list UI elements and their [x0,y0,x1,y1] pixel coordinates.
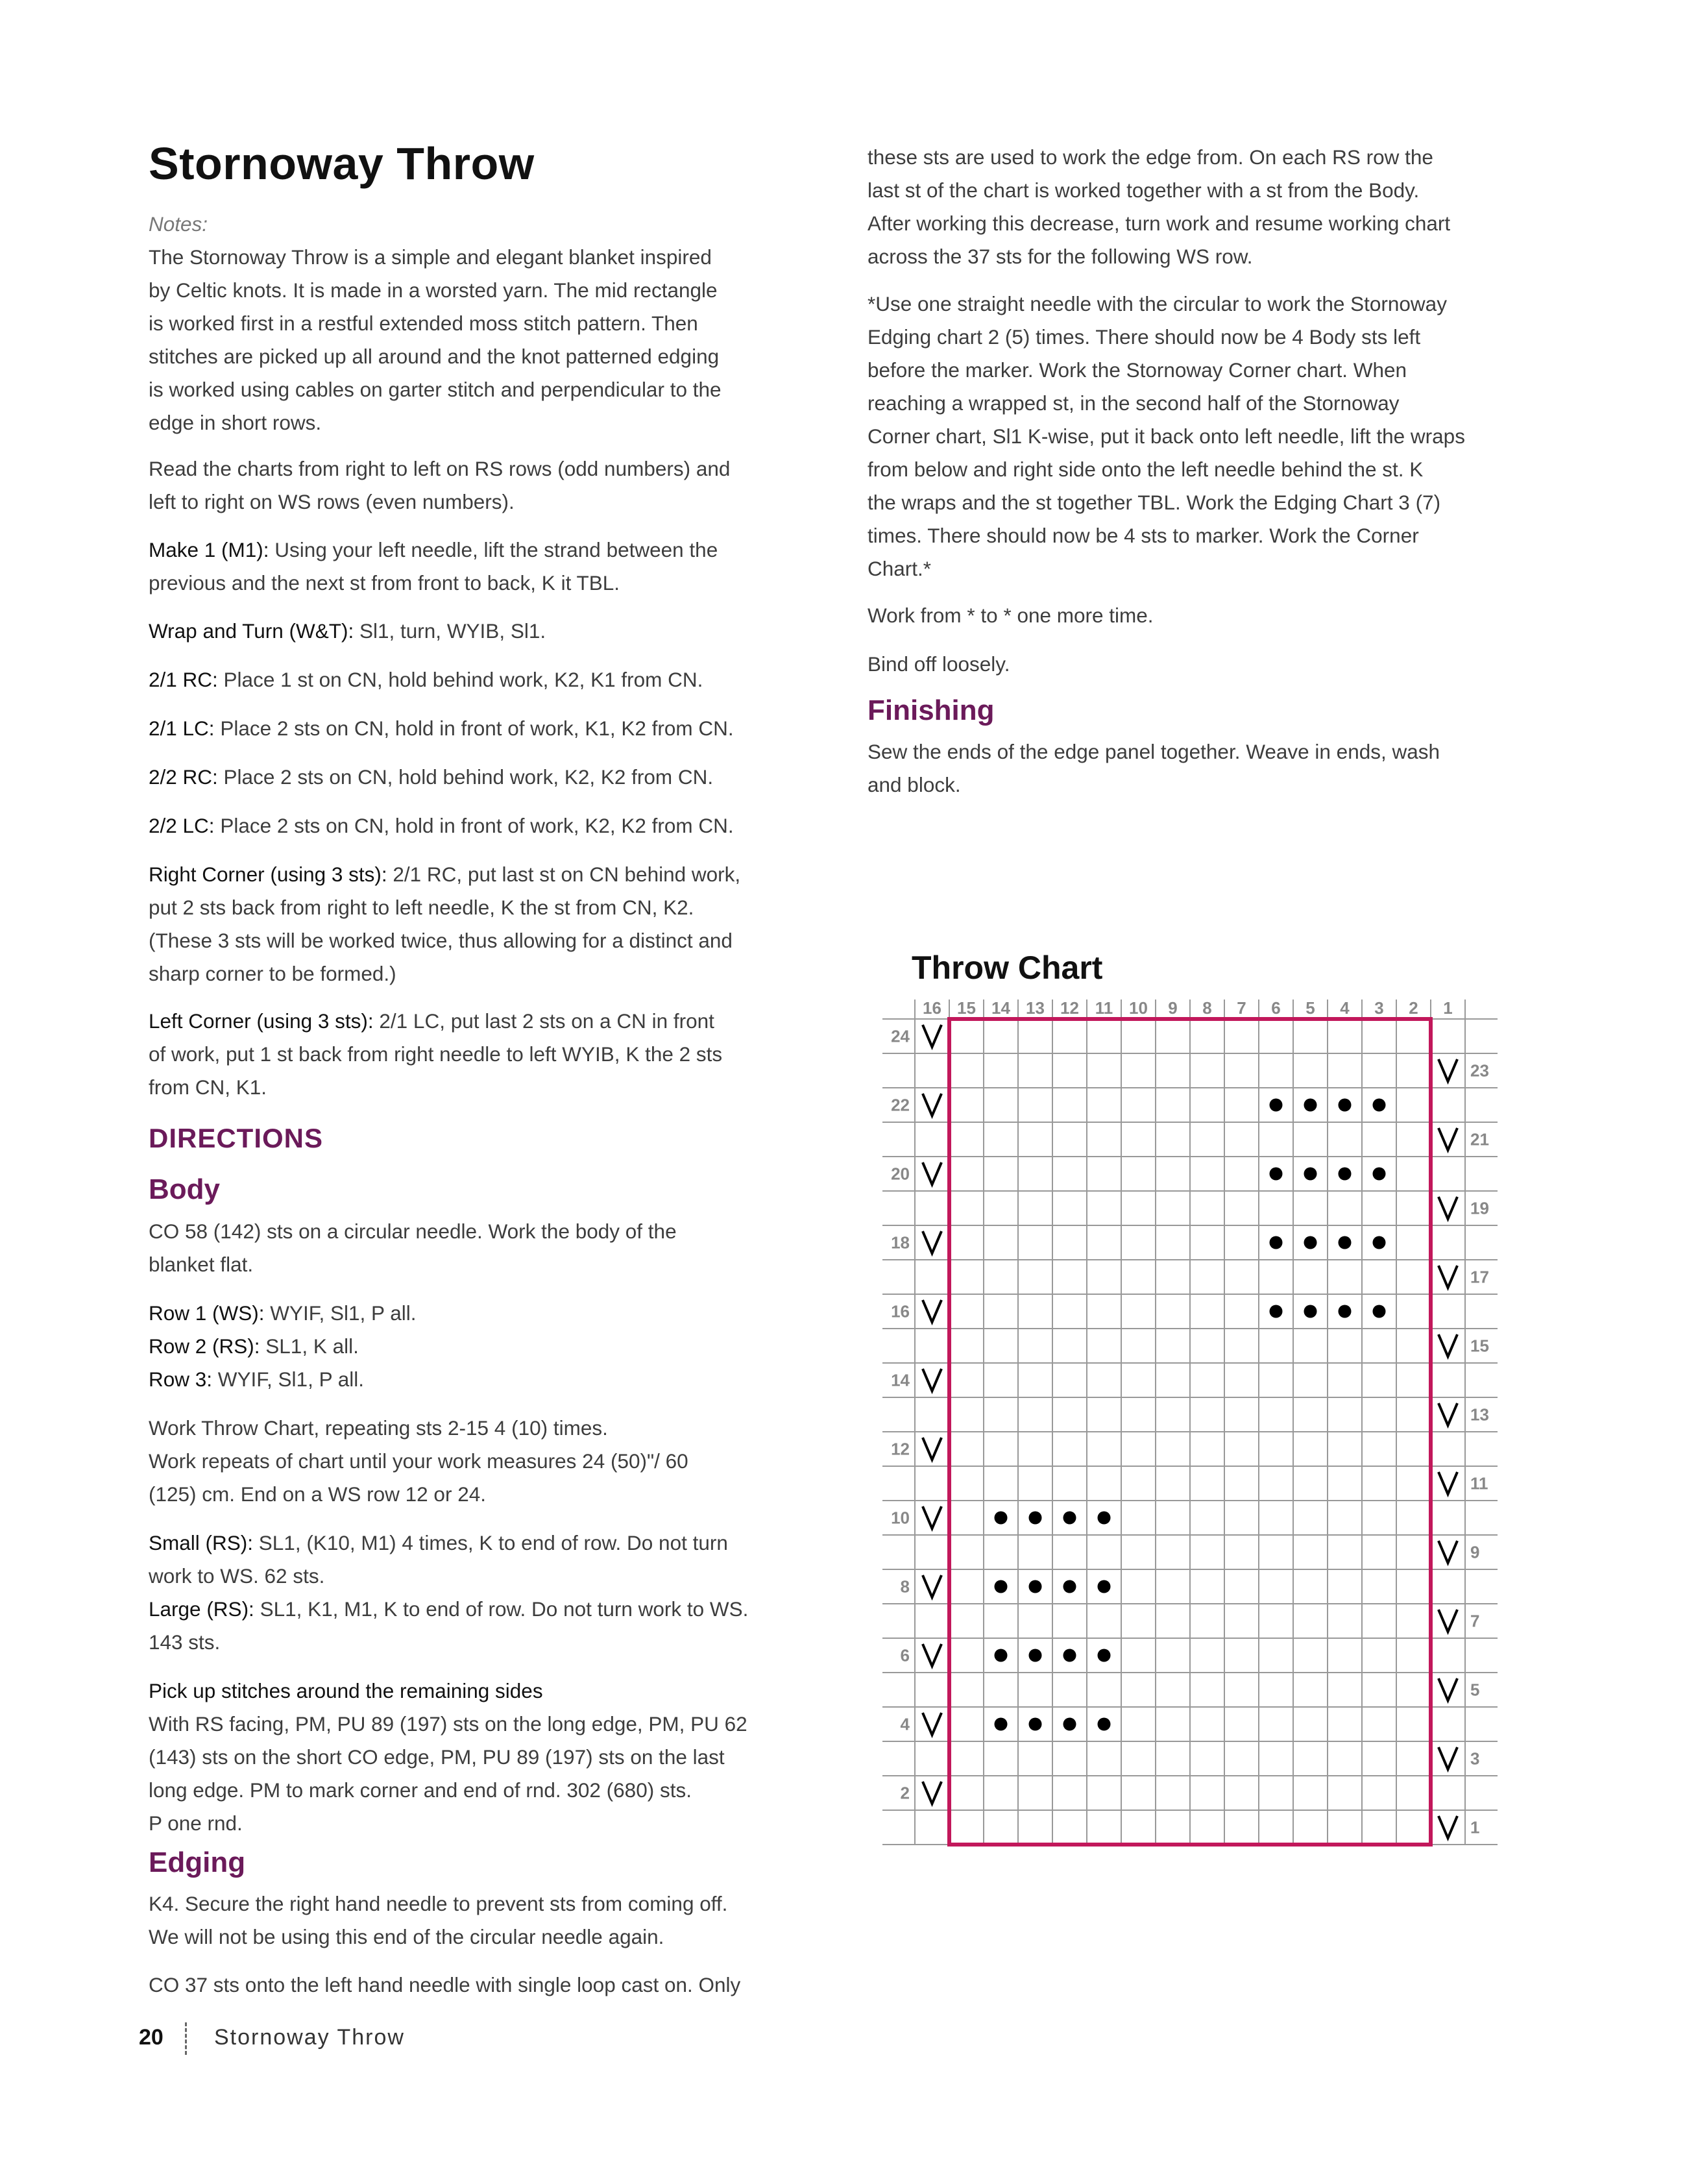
slip-stitch-symbol [923,1713,941,1735]
text-line: K4. Secure the right hand needle to prevent sts from coming off. [149,1892,728,1915]
row-number-rs: 7 [1470,1611,1480,1631]
purl-dot-symbol [995,1718,1008,1731]
purl-dot-symbol [1098,1512,1111,1525]
text-line: last st of the chart is worked together with a st from the Body. [868,178,1420,202]
slip-stitch-symbol [923,1300,941,1322]
footer-title: Stornoway Throw [214,2025,405,2050]
purl-dot-symbol [1304,1236,1317,1249]
purl-dot-symbol [1029,1718,1042,1731]
text-line: times. There should now be 4 sts to marker. Work the Corner [868,524,1419,547]
term-text: Place 2 sts on CN, hold in front of work, K1, K2 from CN. [214,717,734,740]
wt-definition [149,615,546,648]
text-line: Sew the ends of the edge panel together. Weave in ends, wash [868,740,1440,763]
size-instructions [149,1527,748,1659]
purl-dot-symbol [1270,1168,1283,1181]
row-number-ws: 4 [900,1714,910,1734]
purl-dot-symbol [1339,1236,1352,1249]
row-number-ws: 20 [891,1164,910,1184]
column-number: 9 [1168,998,1178,1018]
text-line: (125) cm. End on a WS row 12 or 24. [149,1482,486,1506]
column-number: 7 [1237,998,1246,1018]
slip-stitch-symbol [1438,1334,1457,1356]
text-line: sharp corner to be formed.) [149,962,396,985]
text-line: of work, put 1 st back from right needle to left WYIB, K the 2 sts [149,1042,723,1066]
purl-dot-symbol [1304,1099,1317,1112]
term-text: Sl1, turn, WYIB, Sl1. [354,619,546,643]
row-number-ws: 22 [891,1095,910,1115]
slip-stitch-symbol [1438,1816,1457,1838]
text-line: blanket flat. [149,1253,254,1276]
column-number: 14 [991,998,1010,1018]
row-number-rs: 23 [1470,1061,1489,1081]
text-line: stitches are picked up all around and the knot patterned edging [149,345,720,368]
bind-off-line: Bind off loosely. [868,652,1010,676]
text-line: With RS facing, PM, PU 89 (197) sts on the long edge, PM, PU 62 [149,1712,747,1736]
purl-dot-symbol [1098,1580,1111,1593]
text-line: from CN, K1. [149,1075,267,1099]
slip-stitch-symbol [923,1506,941,1528]
term-label: 2/1 RC: [149,668,218,691]
pickup-heading: Pick up stitches around the remaining sides [149,1679,543,1702]
term-text: WYIF, Sl1, P all. [212,1368,365,1391]
purl-dot-symbol [1373,1305,1386,1318]
page-title: Stornoway Throw [149,138,535,189]
text-line: CO 58 (142) sts on a circular needle. Work the body of the [149,1220,677,1243]
rows-list [149,1297,417,1396]
purl-dot-symbol [1270,1236,1283,1249]
text-line: 143 sts. [149,1630,221,1654]
purl-dot-symbol [1063,1718,1076,1731]
text-line: long edge. PM to mark corner and end of rnd. 302 (680) sts. [149,1778,692,1802]
row-number-rs: 15 [1470,1336,1489,1356]
purl-dot-symbol [995,1512,1008,1525]
row-number-rs: 21 [1470,1129,1489,1149]
directions-heading: DIRECTIONS [149,1123,324,1153]
column-number: 8 [1202,998,1212,1018]
purl-dot-symbol [1373,1168,1386,1181]
purl-dot-symbol [1029,1649,1042,1662]
term-label: Row 3: [149,1368,213,1391]
term-label: Make 1 (M1): [149,538,269,561]
column-number: 2 [1409,998,1418,1018]
purl-dot-symbol [1270,1305,1283,1318]
text-line: and block. [868,773,961,796]
column-number: 1 [1443,998,1453,1018]
throw-chart [876,990,1525,1872]
repeat-instructions [868,288,1465,585]
purl-dot-symbol [1339,1305,1352,1318]
text-line: is worked first in a restful extended moss stitch pattern. Then [149,312,698,335]
purl-dot-symbol [995,1649,1008,1662]
text-line: edge in short rows. [149,411,322,434]
term-text: WYIF, Sl1, P all. [264,1301,417,1325]
term-text: 2/1 RC, put last st on CN behind work, [387,863,741,886]
row-number-ws: 16 [891,1301,910,1321]
slip-stitch-symbol [1438,1403,1457,1425]
text-line: by Celtic knots. It is made in a worsted yarn. The mid rectangle [149,278,718,302]
term-label: Left Corner (using 3 sts): [149,1009,374,1033]
notes-label: Notes: [149,212,208,236]
text-line: from below and right side onto the left needle behind the st. K [868,458,1424,481]
text-line: P one rnd. [149,1811,243,1835]
work-from-line: Work from * to * one more time. [868,604,1154,627]
text-line: We will not be using this end of the circular needle again. [149,1925,664,1948]
term-label: 2/1 LC: [149,717,215,740]
read-charts-paragraph [149,452,730,519]
edging-paragraph [149,1887,727,1954]
term-text: Place 1 st on CN, hold behind work, K2, K1 from CN. [217,668,703,691]
purl-dot-symbol [1029,1512,1042,1525]
text-line: Work repeats of chart until your work measures 24 (50)"/ 60 [149,1449,688,1473]
left-corner-definition [149,1005,722,1104]
co37-paragraph: CO 37 sts onto the left hand needle with single loop cast on. Only [149,1973,741,1996]
slip-stitch-symbol [1438,1472,1457,1494]
slip-stitch-symbol [1438,1678,1457,1700]
slip-stitch-symbol [923,1644,941,1666]
slip-stitch-symbol [923,1575,941,1597]
footer-divider [185,2022,187,2055]
purl-dot-symbol [1304,1168,1317,1181]
row-number-ws: 8 [900,1577,910,1597]
text-line: left to right on WS rows (even numbers). [149,490,515,513]
row-number-rs: 1 [1470,1817,1480,1837]
slip-stitch-symbol [923,1162,941,1184]
slip-stitch-symbol [1438,1128,1457,1150]
text-line: (These 3 sts will be worked twice, thus allowing for a distinct and [149,929,733,952]
slip-stitch-symbol [923,1369,941,1391]
term-label: 2/2 RC: [149,765,218,789]
row-number-ws: 18 [891,1233,910,1253]
page-number: 20 [139,2025,164,2050]
row-number-rs: 13 [1470,1405,1489,1425]
row-number-rs: 17 [1470,1267,1489,1287]
text-line: After working this decrease, turn work and resume working chart [868,212,1451,235]
term-text: SL1, K1, M1, K to end of row. Do not turn work to WS. [254,1597,749,1621]
slip-stitch-symbol [923,1094,941,1116]
row-number-rs: 5 [1470,1680,1480,1700]
finishing-heading: Finishing [868,694,995,726]
text-line: previous and the next st from front to back, K it TBL. [149,571,620,595]
row-number-ws: 24 [891,1026,910,1046]
purl-dot-symbol [1270,1099,1283,1112]
pickup-paragraph [149,1675,747,1840]
text-line: put 2 sts back from right to left needle, K the st from CN, K2. [149,896,694,919]
column-number: 4 [1340,998,1350,1018]
row-number-rs: 9 [1470,1542,1480,1562]
text-line: work to WS. 62 sts. [149,1564,325,1588]
text-line: (143) sts on the short CO edge, PM, PU 89 (197) sts on the last [149,1745,725,1769]
body-paragraph [149,1215,677,1281]
slip-stitch-symbol [1438,1541,1457,1563]
row-number-ws: 10 [891,1508,910,1528]
text-line: The Stornoway Throw is a simple and elegant blanket inspired [149,245,712,269]
column-number: 10 [1129,998,1148,1018]
text-line: is worked using cables on garter stitch and perpendicular to the [149,378,722,401]
right-corner-definition [149,858,740,990]
slip-stitch-symbol [1438,1059,1457,1081]
edging-heading: Edging [149,1847,246,1878]
slip-stitch-symbol [923,1231,941,1253]
slip-stitch-symbol [923,1438,941,1460]
slip-stitch-symbol [1438,1197,1457,1219]
term-text: Place 2 sts on CN, hold in front of work, K2, K2 from CN. [214,814,734,837]
term-label: Large (RS): [149,1597,254,1621]
purl-dot-symbol [1098,1718,1111,1731]
column-number: 13 [1026,998,1045,1018]
slip-stitch-symbol [1438,1610,1457,1632]
continued-paragraph [868,141,1450,273]
column-number: 12 [1060,998,1079,1018]
rc22-definition [149,761,713,794]
row-number-ws: 6 [900,1645,910,1665]
slip-stitch-symbol [1438,1747,1457,1769]
row-number-rs: 3 [1470,1748,1480,1769]
column-number: 16 [923,998,941,1018]
term-label: Row 2 (RS): [149,1334,260,1358]
slip-stitch-symbol [923,1782,941,1804]
finishing-paragraph [868,735,1440,802]
lc21-definition [149,712,734,745]
row-number-rs: 11 [1470,1473,1488,1493]
m1-definition [149,534,718,600]
text-line: reaching a wrapped st, in the second half of the Stornoway [868,391,1400,415]
row-number-rs: 19 [1470,1198,1489,1218]
text-line: across the 37 sts for the following WS row. [868,245,1253,268]
purl-dot-symbol [995,1580,1008,1593]
term-label: 2/2 LC: [149,814,215,837]
row-number-ws: 2 [900,1783,910,1803]
lc22-definition [149,809,734,842]
text-line: Read the charts from right to left on RS rows (odd numbers) and [149,457,731,480]
purl-dot-symbol [1373,1099,1386,1112]
term-label: Right Corner (using 3 sts): [149,863,387,886]
term-label: Small (RS): [149,1531,254,1554]
purl-dot-symbol [1063,1580,1076,1593]
purl-dot-symbol [1373,1236,1386,1249]
purl-dot-symbol [1304,1305,1317,1318]
purl-dot-symbol [1098,1649,1111,1662]
text-line: Edging chart 2 (5) times. There should now be 4 Body sts left [868,325,1421,349]
rc21-definition [149,663,703,696]
text-line: Corner chart, Sl1 K-wise, put it back onto left needle, lift the wraps [868,424,1465,448]
row-number-ws: 14 [891,1370,910,1390]
intro-paragraph [149,241,722,439]
column-number: 11 [1095,998,1113,1018]
term-text: Place 2 sts on CN, hold behind work, K2, K2 from CN. [217,765,714,789]
text-line: these sts are used to work the edge from. On each RS row the [868,145,1433,169]
text-line: *Use one straight needle with the circular to work the Stornoway [868,292,1447,315]
term-text: 2/1 LC, put last 2 sts on a CN in front [373,1009,714,1033]
slip-stitch-symbol [1438,1266,1457,1288]
term-label: Wrap and Turn (W&T): [149,619,354,643]
purl-dot-symbol [1063,1512,1076,1525]
column-number: 3 [1374,998,1384,1018]
term-label: Row 1 (WS): [149,1301,265,1325]
text-line: before the marker. Work the Stornoway Corner chart. When [868,358,1407,382]
text-line: Work Throw Chart, repeating sts 2-15 4 (10) times. [149,1416,608,1440]
column-number: 15 [957,998,976,1018]
work-throw-paragraph [149,1412,688,1511]
purl-dot-symbol [1339,1099,1352,1112]
row-number-ws: 12 [891,1439,910,1459]
column-number: 6 [1271,998,1281,1018]
body-heading: Body [149,1173,220,1205]
column-number: 5 [1305,998,1315,1018]
chart-title: Throw Chart [912,950,1103,986]
text-line: Chart.* [868,557,932,580]
purl-dot-symbol [1029,1580,1042,1593]
text-line: the wraps and the st together TBL. Work the Edging Chart 3 (7) [868,491,1441,514]
slip-stitch-symbol [923,1025,941,1047]
purl-dot-symbol [1063,1649,1076,1662]
term-text: SL1, (K10, M1) 4 times, K to end of row. Do not turn [253,1531,728,1554]
term-text: Using your left needle, lift the strand between the [269,538,718,561]
purl-dot-symbol [1339,1168,1352,1181]
term-text: SL1, K all. [260,1334,359,1358]
